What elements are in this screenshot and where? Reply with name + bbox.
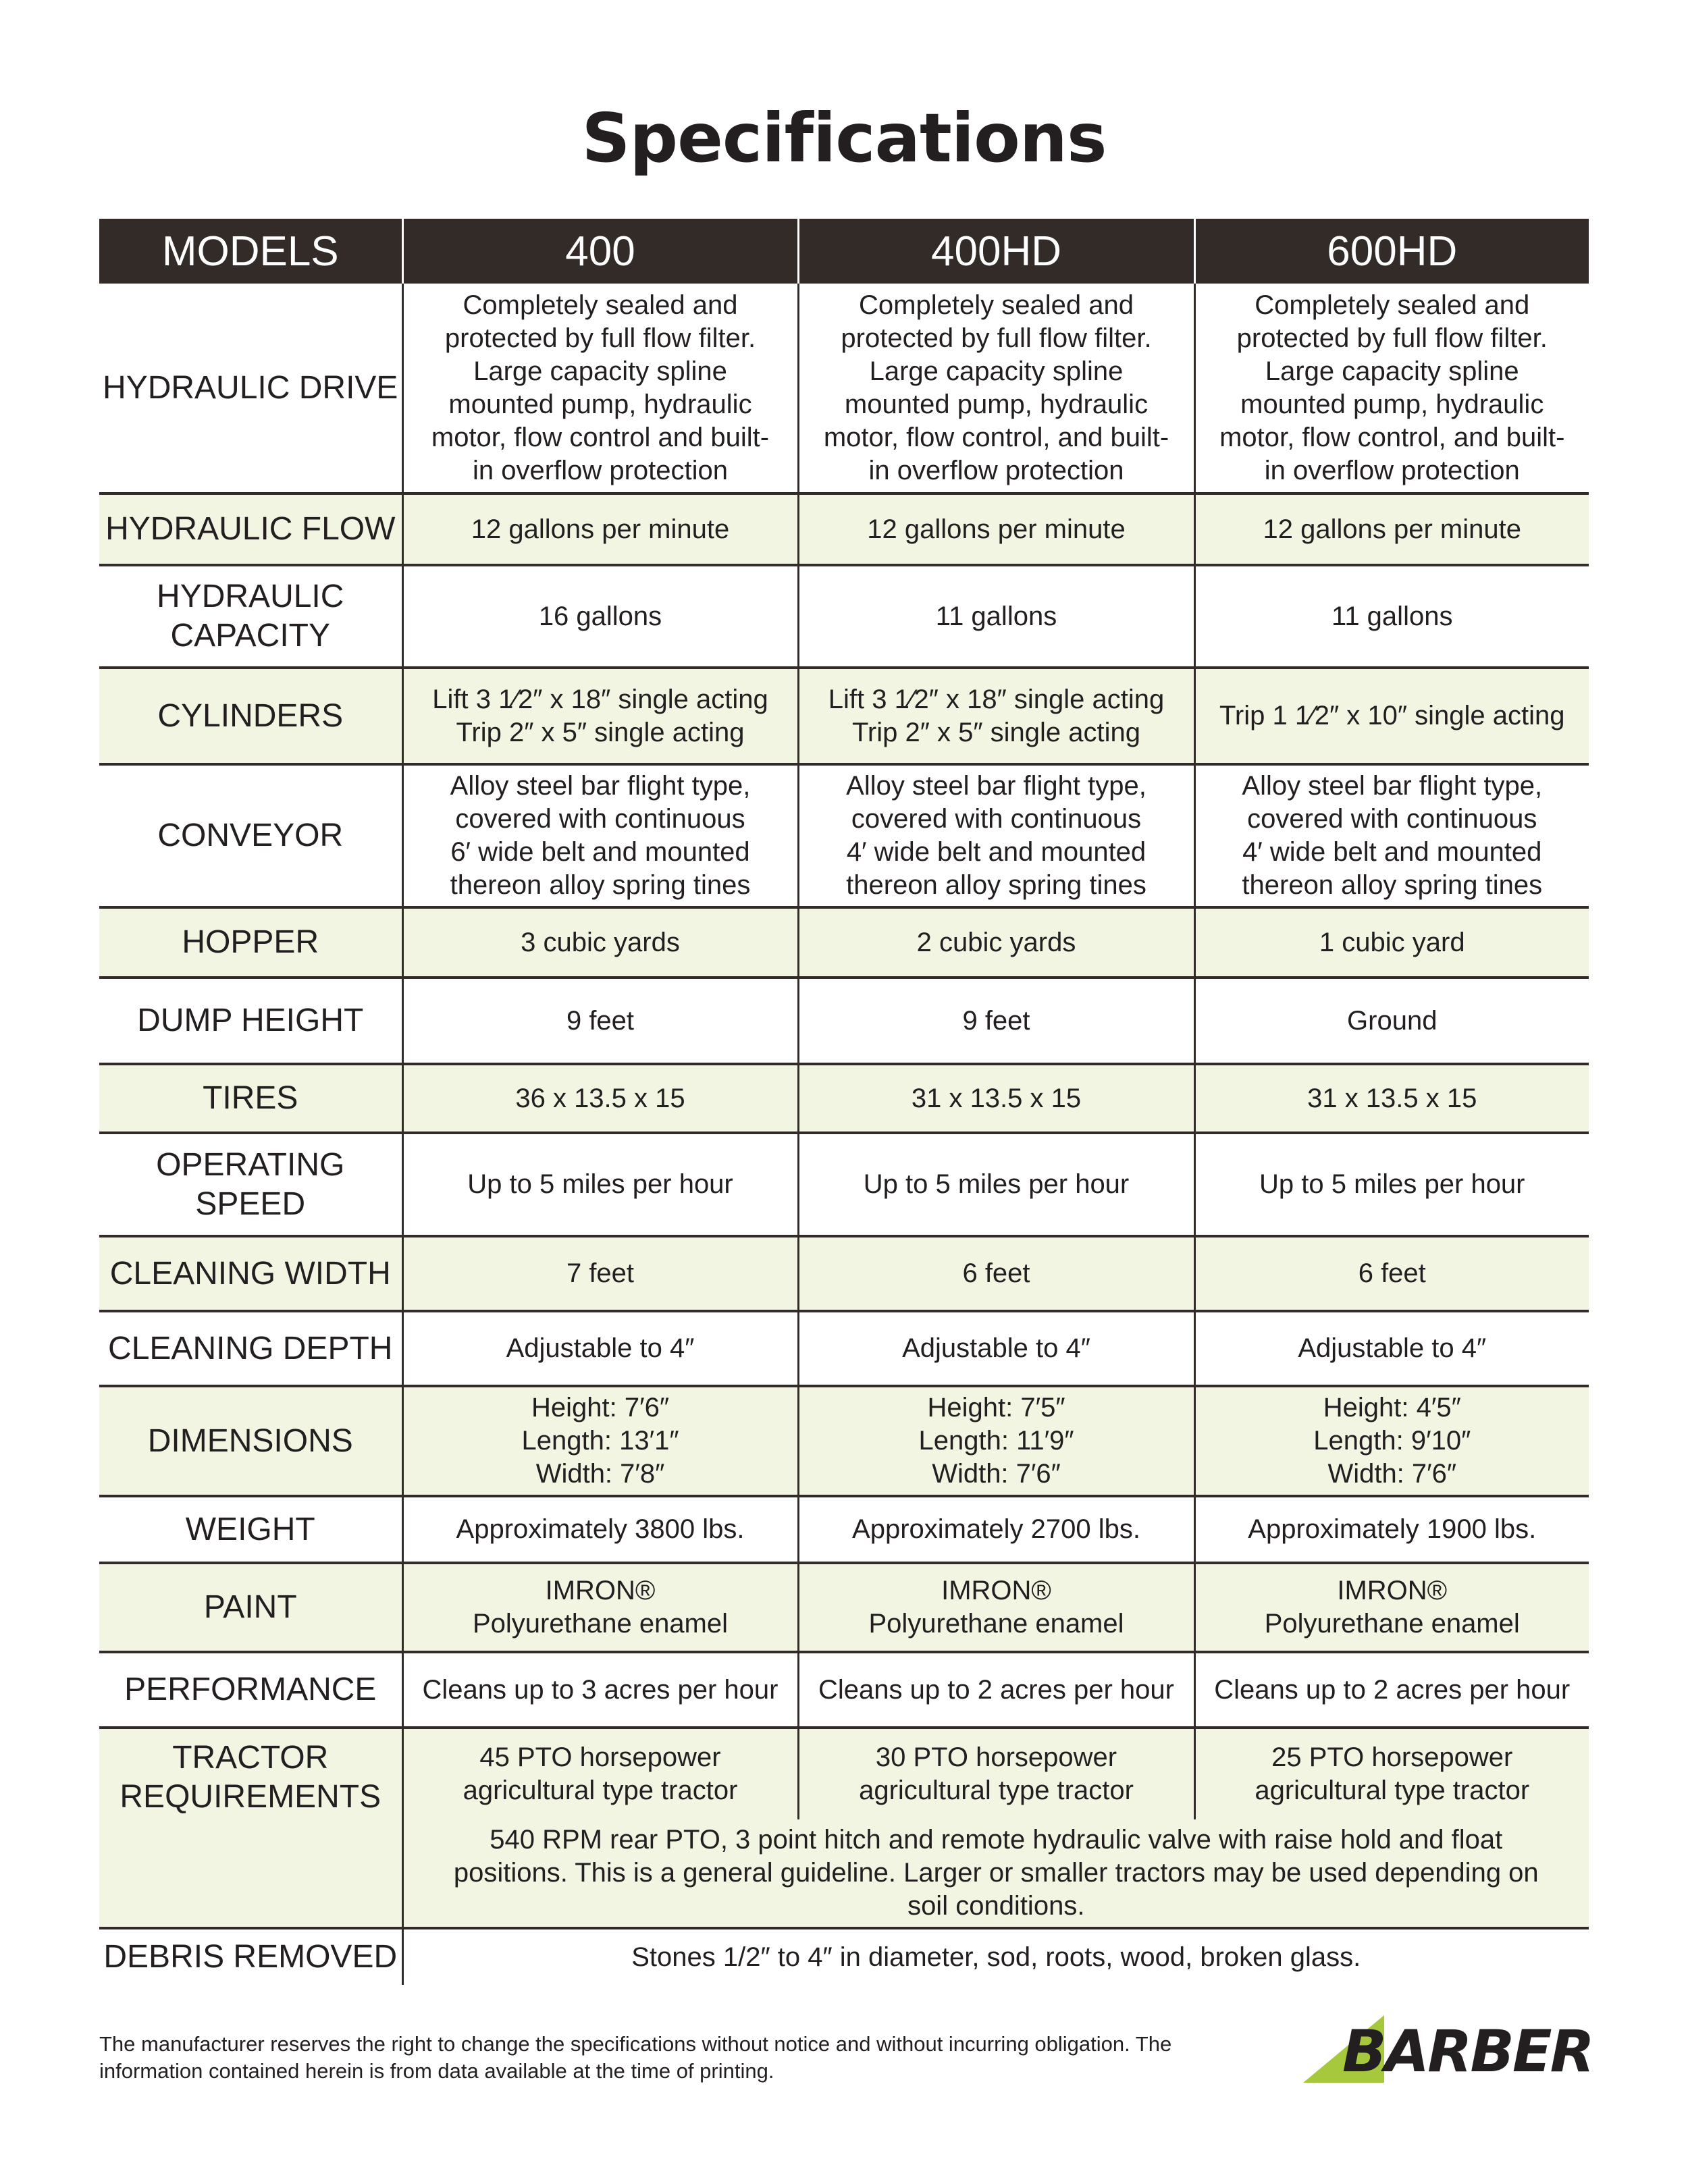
spec-label: CYLINDERS <box>99 668 402 764</box>
spec-value: Lift 3 1⁄2″ x 18″ single acting Trip 2″ x 5″ single acting <box>402 668 798 764</box>
spec-value: Stones 1/2″ to 4″ in diameter, sod, roots, wood, broken glass. <box>402 1928 1589 1985</box>
spec-row <box>99 1133 1589 1236</box>
spec-value: 1 cubic yard <box>1194 907 1589 978</box>
spec-row <box>99 565 1589 668</box>
spec-value: 2 cubic yards <box>798 907 1194 978</box>
spec-value: Cleans up to 2 acres per hour <box>798 1652 1194 1728</box>
spec-label: HYDRAULIC DRIVE <box>99 284 402 494</box>
spec-value: Up to 5 miles per hour <box>1194 1133 1589 1236</box>
table-header-row <box>99 219 1589 284</box>
spec-value: 6 feet <box>798 1236 1194 1311</box>
spec-value: Alloy steel bar flight type, covered with continuous 6′ wide belt and mounted thereon alloy spring tines <box>402 764 798 907</box>
spec-value: IMRON® Polyurethane enamel <box>402 1563 798 1652</box>
spec-value: 7 feet <box>402 1236 798 1311</box>
spec-label: HOPPER <box>99 907 402 978</box>
spec-value: Cleans up to 2 acres per hour <box>1194 1652 1589 1728</box>
spec-value: 12 gallons per minute <box>402 494 798 565</box>
spec-value: 12 gallons per minute <box>798 494 1194 565</box>
spec-label: WEIGHT <box>99 1496 402 1563</box>
spec-value: Approximately 3800 lbs. <box>402 1496 798 1563</box>
spec-label: PAINT <box>99 1563 402 1652</box>
spec-value: Lift 3 1⁄2″ x 18″ single acting Trip 2″ x 5″ single acting <box>798 668 1194 764</box>
spec-label: DEBRIS REMOVED <box>103 1939 398 1975</box>
specifications-table <box>99 219 1589 1985</box>
spec-row <box>99 907 1589 978</box>
spec-value: 31 x 13.5 x 15 <box>798 1064 1194 1133</box>
spec-label: DIMENSIONS <box>99 1386 402 1496</box>
spec-value: Alloy steel bar flight type, covered with continuous 4′ wide belt and mounted thereon alloy spring tines <box>1194 764 1589 907</box>
spec-value: Completely sealed and protected by full flow filter. Large capacity spline mounted pump, hydraulic motor, flow control and built- in overflow protection <box>402 284 798 494</box>
header-model-400: 400 <box>402 219 798 284</box>
spec-label: CONVEYOR <box>99 764 402 907</box>
header-models: MODELS <box>99 219 402 284</box>
spec-value: Alloy steel bar flight type, covered with continuous 4′ wide belt and mounted thereon alloy spring tines <box>798 764 1194 907</box>
spec-label: HYDRAULIC FLOW <box>99 494 402 565</box>
spec-row <box>99 764 1589 907</box>
spec-row <box>99 284 1589 494</box>
spec-value: Adjustable to 4″ <box>798 1311 1194 1386</box>
spec-value: Adjustable to 4″ <box>1194 1311 1589 1386</box>
spec-value: Approximately 1900 lbs. <box>1194 1496 1589 1563</box>
spec-value: Height: 4′5″ Length: 9′10″ Width: 7′6″ <box>1194 1386 1589 1496</box>
spec-value: 30 PTO horsepower agricultural type tractor <box>798 1728 1194 1819</box>
spec-value: Up to 5 miles per hour <box>798 1133 1194 1236</box>
spec-value: 11 gallons <box>798 565 1194 668</box>
spec-value: 36 x 13.5 x 15 <box>402 1064 798 1133</box>
spec-value: IMRON® Polyurethane enamel <box>1194 1563 1589 1652</box>
spec-label: HYDRAULIC CAPACITY <box>99 565 402 668</box>
spec-row <box>99 668 1589 764</box>
spec-row <box>99 1652 1589 1728</box>
spec-row <box>99 1496 1589 1563</box>
spec-row <box>99 1311 1589 1386</box>
spec-value: Trip 1 1⁄2″ x 10″ single acting <box>1194 668 1589 764</box>
spec-value: 6 feet <box>1194 1236 1589 1311</box>
spec-value: 31 x 13.5 x 15 <box>1194 1064 1589 1133</box>
spec-value: 16 gallons <box>402 565 798 668</box>
spec-label: CLEANING WIDTH <box>99 1236 402 1311</box>
spec-value: 12 gallons per minute <box>1194 494 1589 565</box>
spec-value: 3 cubic yards <box>402 907 798 978</box>
disclaimer-text: The manufacturer reserves the right to change the specifications without notice and without incurring obligation. The information contained herein is from data available at the time of printing. <box>99 2032 1172 2083</box>
spec-label: OPERATING SPEED <box>99 1133 402 1236</box>
spec-row <box>99 1563 1589 1652</box>
header-model-400hd: 400HD <box>798 219 1194 284</box>
spec-value: 25 PTO horsepower agricultural type tractor <box>1194 1728 1589 1819</box>
spec-value: Adjustable to 4″ <box>402 1311 798 1386</box>
spec-value: Completely sealed and protected by full flow filter. Large capacity spline mounted pump, hydraulic motor, flow control, and built- in overflow protection <box>798 284 1194 494</box>
spec-row <box>99 1236 1589 1311</box>
tractor-note: 540 RPM rear PTO, 3 point hitch and remote hydraulic valve with raise hold and float positions. This is a general guideline. Larger or smaller tractors may be used depending on soil conditions. <box>402 1819 1589 1928</box>
spec-label: TIRES <box>99 1064 402 1133</box>
tractor-requirements-row <box>99 1728 1589 1819</box>
spec-label: DUMP HEIGHT <box>99 978 402 1064</box>
debris-row <box>99 1928 1589 1985</box>
header-model-600hd: 600HD <box>1194 219 1589 284</box>
spec-value: 9 feet <box>798 978 1194 1064</box>
spec-value: Height: 7′5″ Length: 11′9″ Width: 7′6″ <box>798 1386 1194 1496</box>
spec-value: Ground <box>1194 978 1589 1064</box>
spec-value: Height: 7′6″ Length: 13′1″ Width: 7′8″ <box>402 1386 798 1496</box>
spec-row <box>99 1064 1589 1133</box>
spec-value: Completely sealed and protected by full flow filter. Large capacity spline mounted pump, hydraulic motor, flow control, and built- in overflow protection <box>1194 284 1589 494</box>
brand-logo: BARBER <box>1342 2018 1593 2085</box>
spec-value: Cleans up to 3 acres per hour <box>402 1652 798 1728</box>
spec-value: 9 feet <box>402 978 798 1064</box>
spec-label: PERFORMANCE <box>99 1652 402 1728</box>
spec-value: IMRON® Polyurethane enamel <box>798 1563 1194 1652</box>
page-title: Specifications <box>581 99 1107 178</box>
spec-value: 11 gallons <box>1194 565 1589 668</box>
spec-value: 45 PTO horsepower agricultural type tractor <box>402 1728 798 1819</box>
spec-label: TRACTOR REQUIREMENTS <box>99 1728 402 1928</box>
spec-row <box>99 978 1589 1064</box>
spec-label: CLEANING DEPTH <box>99 1311 402 1386</box>
spec-row <box>99 494 1589 565</box>
spec-value: Approximately 2700 lbs. <box>798 1496 1194 1563</box>
spec-value: Up to 5 miles per hour <box>402 1133 798 1236</box>
spec-row <box>99 1386 1589 1496</box>
